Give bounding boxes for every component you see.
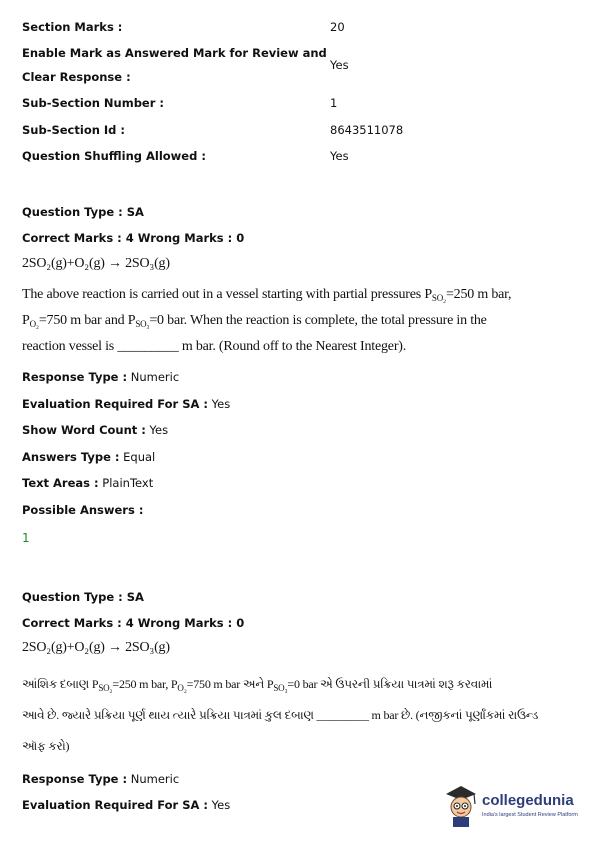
meta-value: Yes	[330, 149, 349, 163]
meta-key: Sub-Section Id :	[22, 123, 126, 137]
q1-response-type: Response Type : Numeric	[22, 370, 180, 384]
q1-word-count: Show Word Count : Yes	[22, 423, 169, 437]
meta-key: Question Shuffling Allowed :	[22, 149, 206, 163]
q1-equation: 2SO₂(g)+O₂(g) → 2SO₃(g)	[22, 256, 170, 271]
q1-answer: 1	[22, 531, 30, 545]
meta-value: 8643511078	[330, 123, 404, 137]
meta-value: 20	[330, 20, 345, 34]
q2-evaluation: Evaluation Required For SA : Yes	[22, 798, 231, 812]
meta-key: Section Marks :	[22, 20, 123, 34]
q1-type: Question Type : SA	[22, 205, 144, 219]
meta-value: Yes	[330, 58, 349, 72]
q1-text-line2: $P_{O_2}=750$ m bar and $P_{SO_3}=0$ bar. When the reaction is complete, the total pressure in the	[22, 313, 487, 329]
meta-key: Enable Mark as Answered Mark for Review and	[22, 46, 327, 60]
q2-marks: Correct Marks : 4 Wrong Marks : 0	[22, 616, 245, 630]
q1-evaluation: Evaluation Required For SA : Yes	[22, 397, 231, 411]
q2-text-line3: ઑફ કરો)	[22, 739, 70, 753]
meta-value: 1	[330, 96, 338, 110]
q1-text-line3: reaction vessel is _________ m bar. (Round off to the Nearest Integer).	[22, 339, 407, 354]
collegedunia-logo	[442, 784, 582, 828]
q1-text-areas: Text Areas : PlainText	[22, 476, 154, 490]
q1-text-line1: The above reaction is carried out in a vessel starting with partial pressures $P_{SO_2}=250$ m bar,	[22, 287, 512, 303]
meta-key-cont: Clear Response :	[22, 70, 131, 84]
q2-text-line2: આવે છે. જ્યારે પ્રક્રિયા પૂર્ણ થાય ત્યારે પ્રક્રિયા પાત્રમાં કુલ દબાણ _________ m bar છે. (નજીકનાં પૂર્ણાંકમાં રાઉન્ડ	[22, 708, 539, 722]
mascot-icon	[442, 784, 480, 828]
q2-type: Question Type : SA	[22, 590, 144, 604]
q2-response-type: Response Type : Numeric	[22, 772, 180, 786]
logo-tagline: India's largest Student Review Platform	[482, 812, 578, 818]
q1-marks: Correct Marks : 4 Wrong Marks : 0	[22, 231, 245, 245]
q2-equation: 2SO₂(g)+O₂(g) → 2SO₃(g)	[22, 640, 170, 655]
meta-key: Sub-Section Number :	[22, 96, 165, 110]
q2-text-line1: આંશિક દબાણ $P_{SO_2}=250$ m bar, $P_{O_2}=750$ m bar અને $P_{SO_3}=0$ bar એ ઉપરની પ્રક્રિયા પાત્રમાં શરૂ કરવામાં	[22, 677, 493, 693]
q1-answers-type: Answers Type : Equal	[22, 450, 156, 464]
logo-name: collegedunia	[482, 792, 574, 809]
q1-possible-answers: Possible Answers :	[22, 503, 144, 517]
